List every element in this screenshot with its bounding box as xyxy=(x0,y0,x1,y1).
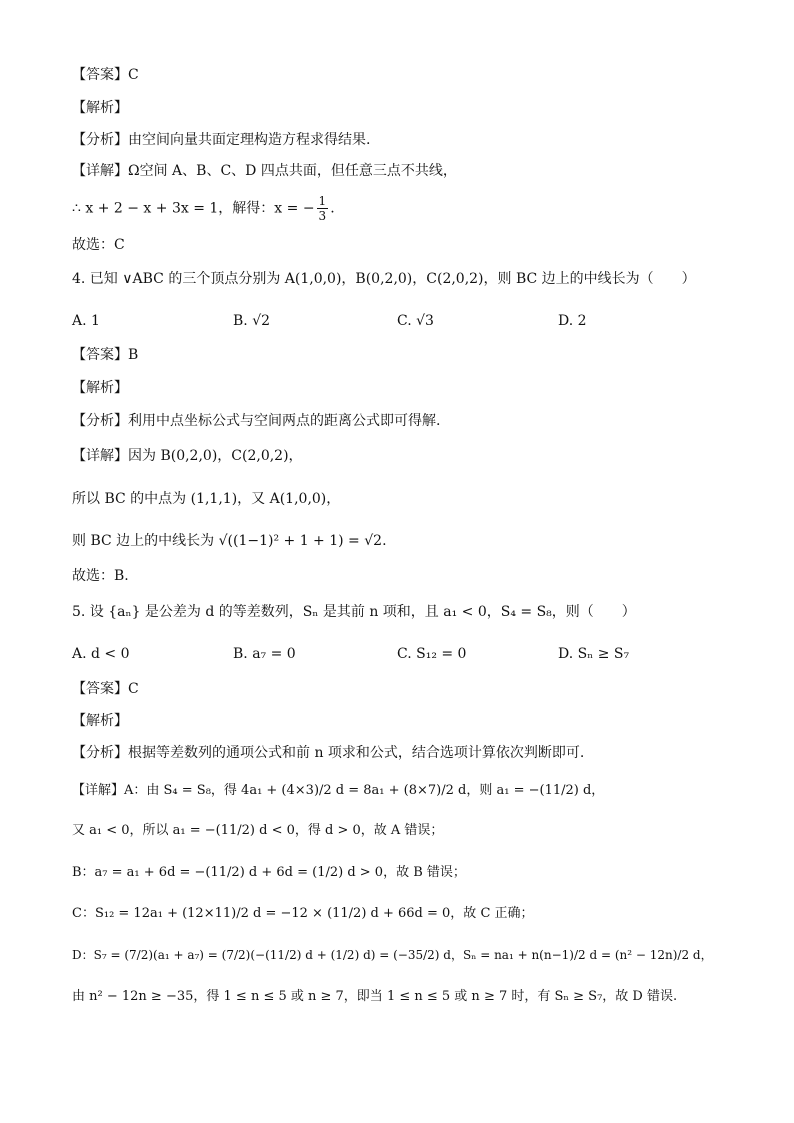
q4-option-d: D. 2 xyxy=(558,313,587,329)
q4-detail-1: 【详解】因为 B(0,2,0)，C(2,0,2)， xyxy=(72,448,303,464)
q5-option-c: C. S₁₂ = 0 xyxy=(397,646,467,662)
q3-answer: 【答案】C xyxy=(72,67,139,83)
q4-choose: 故选：B. xyxy=(72,568,129,584)
q3-equation-text: ∴ x + 2 − x + 3x = 1，解得：x = − xyxy=(72,200,315,217)
q3-detail-tag: 【详解】 xyxy=(72,163,128,179)
q5-option-a: A. d < 0 xyxy=(72,646,130,662)
q4-option-a: A. 1 xyxy=(72,313,100,329)
q3-detail-text: Ω空间 A、B、C、D 四点共面，但任意三点不共线， xyxy=(128,163,457,179)
q3-fraction-num: 1 xyxy=(318,194,327,208)
q5-fenxi: 【分析】根据等差数列的通项公式和前 n 项求和公式，结合选项计算依次判断即可. xyxy=(72,745,585,761)
q5-stem: 5. 设 {aₙ} 是公差为 d 的等差数列，Sₙ 是其前 n 项和，且 a₁ < 0，S₄ = S₈，则（ ） xyxy=(72,604,636,620)
q3-fraction xyxy=(317,194,329,223)
q3-fraction-den: 3 xyxy=(318,209,327,223)
q3-analysis-heading: 【解析】 xyxy=(72,100,128,116)
q5-detail-e: 由 n² − 12n ≥ −35，得 1 ≤ n ≤ 5 或 n ≥ 7，即当 1 ≤ n ≤ 5 或 n ≥ 7 时，有 Sₙ ≥ S₇，故 D 错误. xyxy=(72,989,678,1004)
q4-detail-2: 所以 BC 的中点为 (1,1,1)，又 A(1,0,0)， xyxy=(72,491,341,507)
q5-detail-c: C：S₁₂ = 12a₁ + (12×11)/2 d = −12 × (11/2) d + 66d = 0，故 C 正确； xyxy=(72,906,534,921)
q5-detail-a1: 【详解】A：由 S₄ = S₈，得 4a₁ + (4×3)/2 d = 8a₁ + (8×7)/2 d，则 a₁ = −(11/2) d， xyxy=(72,783,605,798)
q5-option-b: B. a₇ = 0 xyxy=(233,646,296,662)
q5-detail-d: D：S₇ = (7/2)(a₁ + a₇) = (7/2)(−(11/2) d + (1/2) d) = (−35/2) d，Sₙ = na₁ + n(n−1)/2 d = (n² − 12n)/2 d， xyxy=(72,948,713,962)
q3-detail xyxy=(72,160,457,182)
q4-analysis-heading: 【解析】 xyxy=(72,380,128,396)
q4-answer: 【答案】B xyxy=(72,347,139,363)
q4-stem: 4. 已知 ∨ABC 的三个顶点分别为 A(1,0,0)，B(0,2,0)，C(2,0,2)，则 BC 边上的中线长为（ ） xyxy=(72,271,696,287)
q5-detail-a2: 又 a₁ < 0，所以 a₁ = −(11/2) d < 0，得 d > 0，故 A 错误； xyxy=(72,823,444,838)
q5-detail-b: B：a₇ = a₁ + 6d = −(11/2) d + 6d = (1/2) d > 0，故 B 错误； xyxy=(72,865,466,880)
q4-fenxi: 【分析】利用中点坐标公式与空间两点的距离公式即可得解. xyxy=(72,413,441,429)
q3-fenxi: 【分析】由空间向量共面定理构造方程求得结果. xyxy=(72,132,371,148)
q4-option-c: C. √3 xyxy=(397,313,434,329)
q5-option-d: D. Sₙ ≥ S₇ xyxy=(558,646,630,662)
q4-detail-3: 则 BC 边上的中线长为 √((1−1)² + 1 + 1) = √2. xyxy=(72,533,387,549)
q4-option-b: B. √2 xyxy=(233,313,271,329)
q3-equation: ∴ x + 2 − x + 3x = 1，解得：x = − $\frac{1}{3}$ . xyxy=(72,194,335,223)
q3-choose: 故选：C xyxy=(72,237,125,253)
q5-analysis-heading: 【解析】 xyxy=(72,713,128,729)
q5-answer: 【答案】C xyxy=(72,681,139,697)
